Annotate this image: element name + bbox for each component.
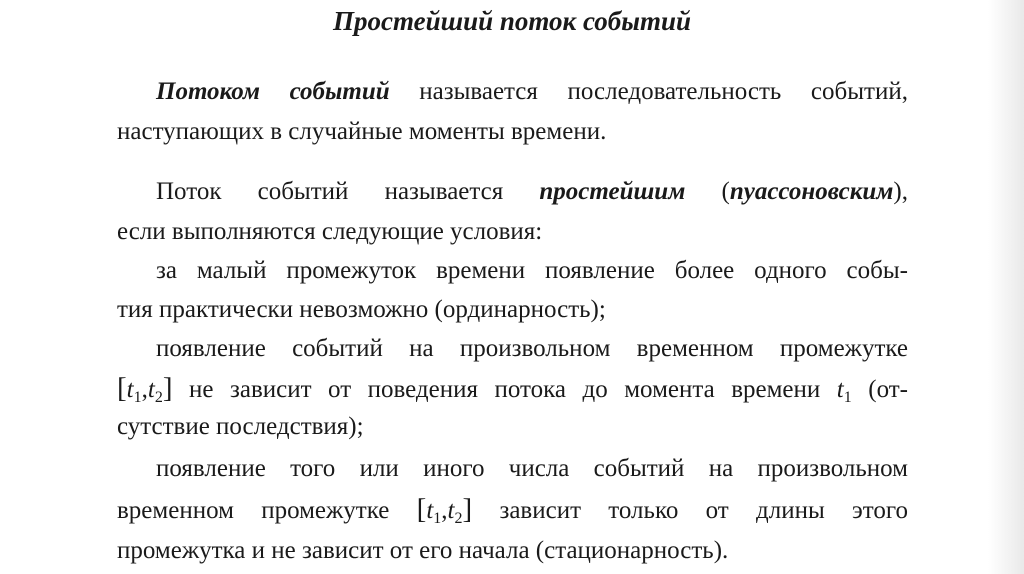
moment-t1: $t_1$ xyxy=(836,376,852,406)
definition-line-2: наступающих в случайные моменты времени. xyxy=(117,118,607,145)
page-edge-shadow xyxy=(988,0,1024,574)
slide-title: Простейший поток событий xyxy=(332,6,692,36)
term-poisson: пуассоновским xyxy=(729,178,894,205)
interval-t1-t2: $[t_1,t_2]$ xyxy=(117,372,173,406)
term-simplest: простейшим xyxy=(539,178,686,205)
condition-3-line-3: промежутка и не зависит от его начала (стационарность). xyxy=(117,537,729,564)
simplest-flow-line-2: если выполняются следующие условия: xyxy=(117,218,543,245)
simplest-flow-line-1: Поток событий называется простейшим (пуассоновским), xyxy=(156,178,908,205)
condition-1-line-1: за малый промежуток времени появление более одного собы- xyxy=(156,257,908,284)
condition-3-line-2: временном промежутке $[t_1,t_2]$ зависит только от длины этого xyxy=(117,493,908,527)
interval-t1-t2-second: $[t_1,t_2]$ xyxy=(416,493,473,527)
condition-1-line-2: тия практически невозможно (ординарность); xyxy=(117,296,606,323)
condition-2-line-1: появление событий на произвольном временном промежутке xyxy=(156,335,908,362)
condition-2-line-3: сутствие последствия); xyxy=(117,413,364,440)
definition-line-1: Потоком событий называется последовательность событий, xyxy=(156,78,908,105)
term-event-flow: Потоком событий xyxy=(156,78,390,105)
condition-3-line-1: появление того или иного числа событий на произвольном xyxy=(156,455,908,482)
condition-2-line-2: $[t_1,t_2]$ не зависит от поведения потока до момента времени $t_1$ (от- xyxy=(117,372,908,406)
